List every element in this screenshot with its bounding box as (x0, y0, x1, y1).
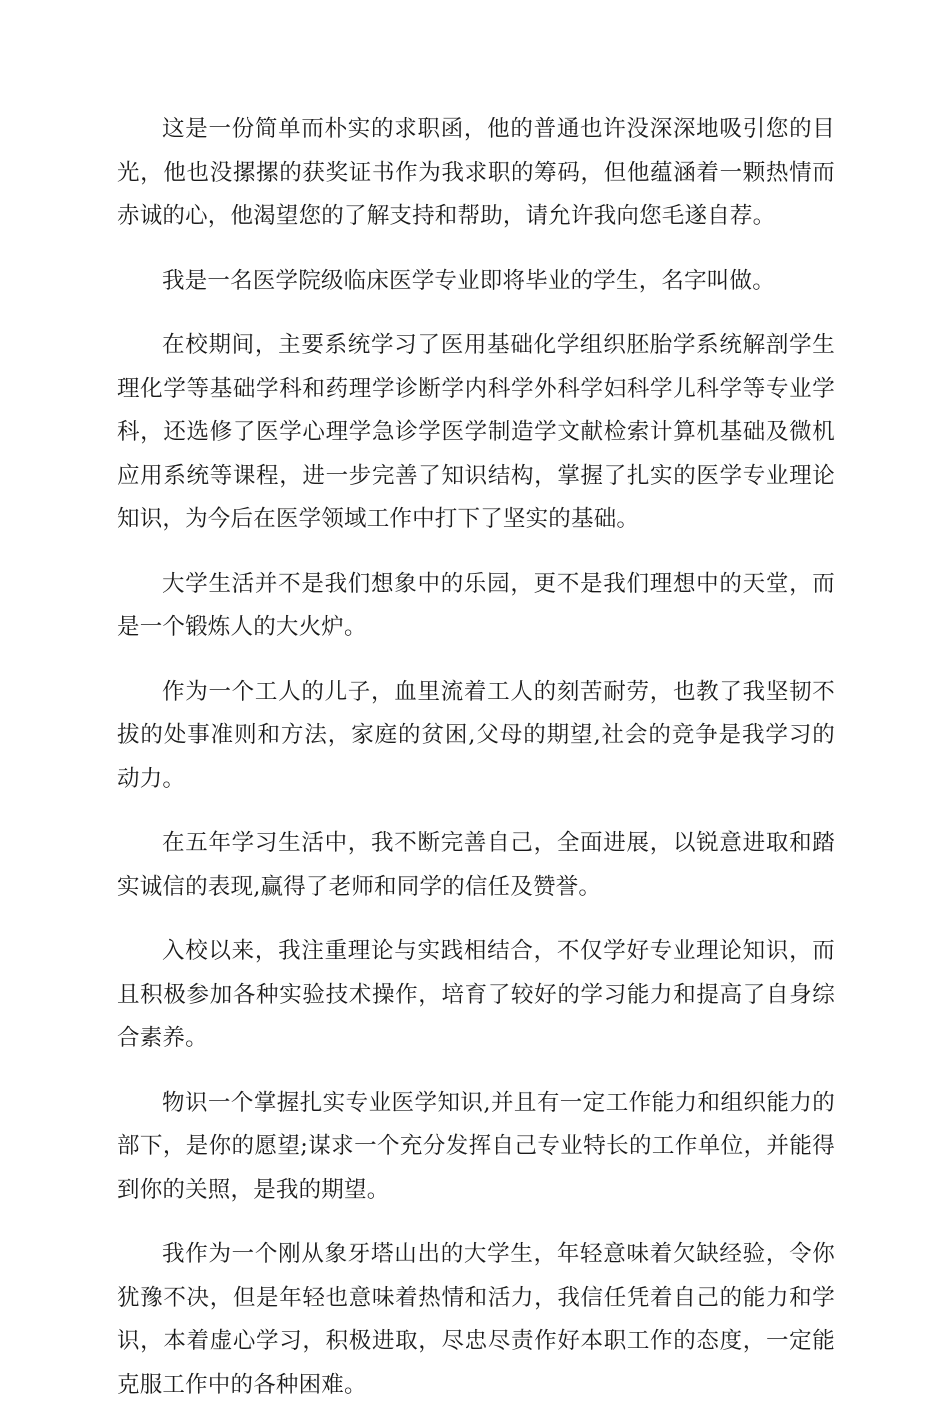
document-body (117, 108, 835, 1428)
paragraph-3: 在校期间，主要系统学习了医用基础化学组织胚胎学系统解剖学生理化学等基础学科和药理学诊断学内科学外科学妇科学儿科学等专业学科，还选修了医学心理学急诊学医学制造学文献检索计算机基础及微机应用系统等课程，进一步完善了知识结构，掌握了扎实的医学专业理论知识，为今后在医学领域工作中打下了坚实的基础。 (117, 332, 835, 532)
paragraph-1: 这是一份简单而朴实的求职函，他的普通也许没深深地吸引您的目光，他也没摞摞的获奖证书作为我求职的筹码，但他蕴涵着一颗热情而赤诚的心，他渴望您的了解支持和帮助，请允许我向您毛遂自荐。 (117, 116, 835, 229)
paragraph-5: 作为一个工人的儿子，血里流着工人的刻苦耐劳，也教了我坚韧不拔的处事准则和方法，家庭的贫困,父母的期望,社会的竞争是我学习的动力。 (117, 678, 835, 792)
paragraph-6: 在五年学习生活中，我不断完善自己，全面进展，以锐意进取和踏实诚信的表现,赢得了老师和同学的信任及赞誉。 (117, 830, 835, 900)
paragraph-8: 物识一个掌握扎实专业医学知识,并且有一定工作能力和组织能力的部下，是你的愿望;谋求一个充分发挥自己专业特长的工作单位，并能得到你的关照，是我的期望。 (117, 1089, 835, 1203)
paragraph-9: 我作为一个刚从象牙塔山出的大学生，年轻意味着欠缺经验，令你犹豫不决，但是年轻也意味着热情和活力，我信任凭着自己的能力和学识，本着虚心学习，积极进取，尽忠尽责作好本职工作的态度，一定能克服工作中的各种困难。 (117, 1241, 835, 1398)
paragraph-2: 我是一名医学院级临床医学专业即将毕业的学生，名字叫做。 (162, 267, 775, 294)
paragraph-4: 大学生活并不是我们想象中的乐园，更不是我们理想中的天堂，而是一个锻炼人的大火炉。 (117, 570, 835, 640)
paragraph-7: 入校以来，我注重理论与实践相结合，不仅学好专业理论知识，而且积极参加各种实验技术操作，培育了较好的学习能力和提高了自身综合素养。 (117, 938, 835, 1051)
